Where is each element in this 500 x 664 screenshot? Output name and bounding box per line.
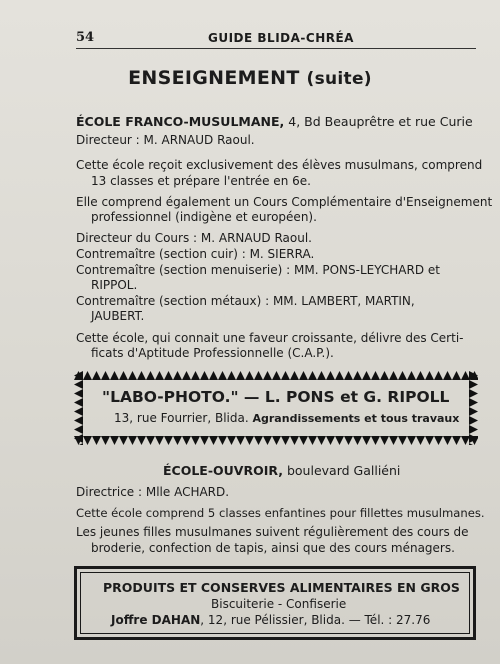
ad-produits-line1: PRODUITS ET CONSERVES ALIMENTAIRES EN GROS <box>103 580 460 595</box>
page-number: 54 <box>76 30 95 45</box>
ad-produits-line2: Biscuiterie - Confiserie <box>211 597 347 611</box>
ad-produits-address: , 12, rue Pélissier, Blida. — Tél. : 27.76 <box>200 613 431 627</box>
ecole-franco-p3-l2: ficats d'Aptitude Professionnelle (C.A.P.). <box>91 346 334 360</box>
page-header <box>76 28 476 49</box>
ad-labo-line2 <box>114 411 459 426</box>
ad-border-left <box>74 371 83 445</box>
ad-produits-firstname: Joffre <box>111 613 152 627</box>
ecole-franco-p2-l2: professionnel (indigène et européen). <box>91 210 317 224</box>
staff-section-metaux-l2: JAUBERT. <box>91 309 145 323</box>
ecole-ouvroir-heading <box>163 463 400 478</box>
staff-section-menuiserie-l2: RIPPOL. <box>91 278 138 292</box>
ad-border-top <box>74 371 478 380</box>
ecole-ouvroir-p2-l1: Les jeunes filles musulmanes suivent régulièrement des cours de <box>76 525 469 539</box>
staff-section-menuiserie-l1: Contremaître (section menuiserie) : MM. PONS-LEYCHARD et <box>76 263 440 277</box>
ecole-ouvroir-directrice: Directrice : Mlle ACHARD. <box>76 485 230 499</box>
ecole-ouvroir-name: ÉCOLE-OUVROIR, <box>163 463 283 478</box>
section-title <box>0 67 500 89</box>
ecole-franco-directeur: Directeur : M. ARNAUD Raoul. <box>76 133 255 147</box>
ad-labo-services: Agrandissements et tous travaux <box>252 412 460 425</box>
ecole-franco-p3-l1: Cette école, qui connait une faveur croissante, délivre des Certi- <box>76 331 464 345</box>
ecole-ouvroir-p1: Cette école comprend 5 classes enfantines pour fillettes musulmanes. <box>76 506 485 520</box>
staff-directeur-cours: Directeur du Cours : M. ARNAUD Raoul. <box>76 231 312 245</box>
ad-labo-line1: "LABO-PHOTO." — L. PONS et G. RIPOLL <box>102 388 450 406</box>
ecole-franco-heading <box>76 114 473 129</box>
ad-labo-address: 13, rue Fourrier, Blida. <box>114 411 253 425</box>
ecole-franco-p2-l1: Elle comprend également un Cours Complémentaire d'Enseignement <box>76 195 493 209</box>
ad-produits-lastname: DAHAN <box>151 613 201 627</box>
ad-labo-photo-box <box>74 371 478 445</box>
ecole-franco-p1-l1: Cette école reçoit exclusivement des élèves musulmans, comprend <box>76 158 483 172</box>
staff-section-cuir: Contremaître (section cuir) : M. SIERRA. <box>76 247 315 261</box>
staff-section-metaux-l1: Contremaître (section métaux) : MM. LAMBERT, MARTIN, <box>76 294 415 308</box>
ecole-franco-address: 4, Bd Beauprêtre et rue Curie <box>284 114 473 129</box>
ecole-franco-p1-l2: 13 classes et prépare l'entrée en 6e. <box>91 174 311 188</box>
ad-produits-line3 <box>111 613 430 628</box>
section-title-suffix: (suite) <box>306 69 372 89</box>
running-title: GUIDE BLIDA-CHRÉA <box>208 31 354 45</box>
ecole-ouvroir-p2-l2: broderie, confection de tapis, ainsi que des cours ménagers. <box>91 541 455 555</box>
ad-border-right <box>469 371 478 445</box>
ad-produits-box <box>74 566 476 640</box>
ecole-ouvroir-address: boulevard Galliéni <box>283 463 401 478</box>
ad-border-bottom <box>74 436 478 445</box>
ecole-franco-name: ÉCOLE FRANCO-MUSULMANE, <box>76 114 285 129</box>
section-title-main: ENSEIGNEMENT <box>128 67 300 89</box>
